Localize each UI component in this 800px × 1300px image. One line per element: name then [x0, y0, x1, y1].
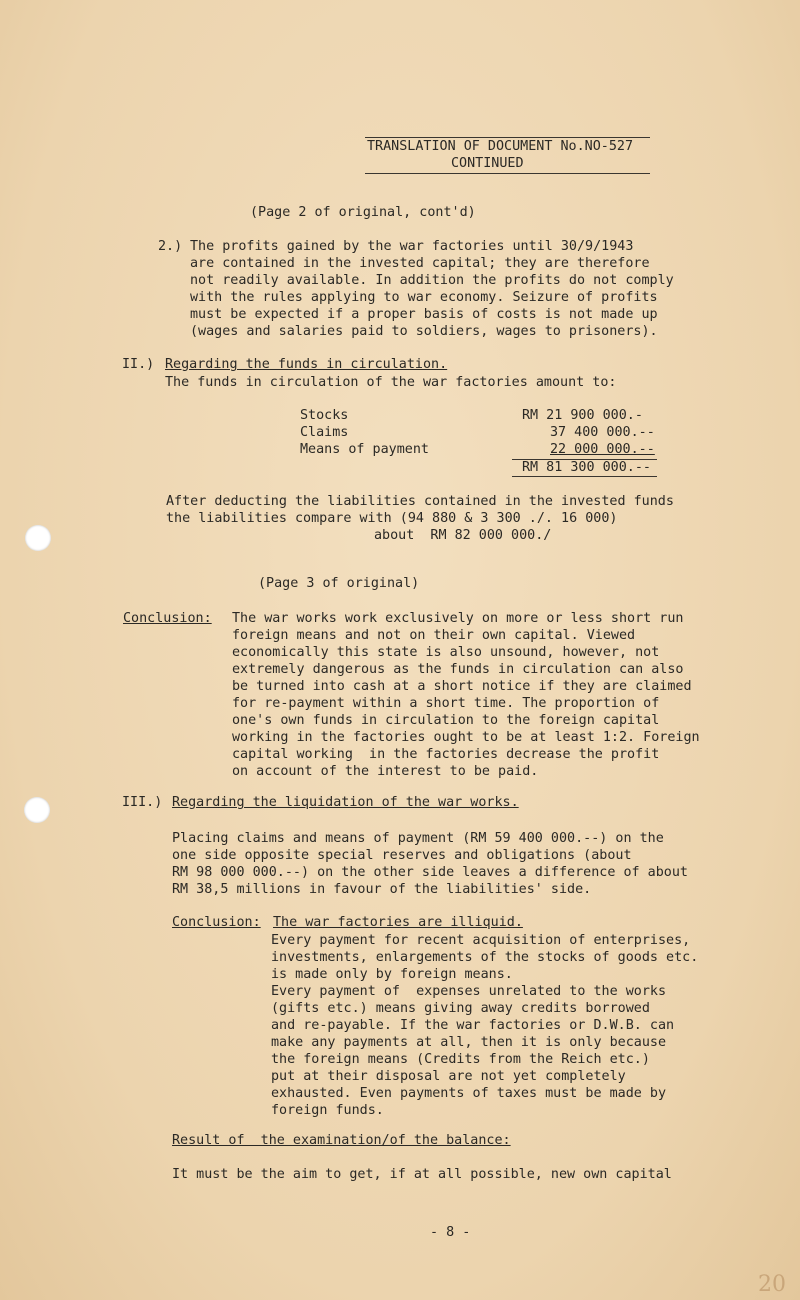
- header-rule-top: [365, 137, 650, 138]
- conclusion-2-line: make any payments at all, then it is only because: [271, 1035, 667, 1050]
- section-III-line: RM 38,5 millions in favour of the liabilities' side.: [172, 882, 592, 897]
- funds-value-claims: 37 400 000.--: [550, 425, 655, 440]
- conclusion-2-line: the foreign means (Credits from the Reich etc.): [271, 1052, 650, 1067]
- conclusion-1-line: foreign means and not on their own capital. Viewed: [232, 628, 636, 643]
- conclusion-1-line: one's own funds in circulation to the foreign capital: [232, 713, 660, 728]
- section-2-number: 2.): [158, 239, 183, 254]
- section-2-line: with the rules applying to war economy. Seizure of profits: [190, 290, 658, 305]
- header-rule-bottom: [365, 173, 650, 174]
- conclusion-1-line: extremely dangerous as the funds in circulation can also: [232, 662, 684, 677]
- conclusion-2-label: Conclusion:: [172, 915, 261, 930]
- conclusion-1-label: Conclusion:: [123, 611, 212, 626]
- page-number: - 8 -: [430, 1225, 471, 1240]
- liabilities-line: about RM 82 000 000./: [374, 528, 552, 543]
- section-II-intro: The funds in circulation of the war factories amount to:: [165, 375, 617, 390]
- funds-label-stocks: Stocks: [300, 408, 349, 423]
- section-III-number: III.): [122, 795, 163, 810]
- conclusion-1-line: working in the factories ought to be at least 1:2. Foreign: [232, 730, 700, 745]
- conclusion-2-line: (gifts etc.) means giving away credits borrowed: [271, 1001, 650, 1016]
- conclusion-2-first: The war factories are illiquid.: [273, 915, 523, 930]
- section-2-line: must be expected if a proper basis of costs is not made up: [190, 307, 658, 322]
- section-III-line: Placing claims and means of payment (RM 59 400 000.--) on the: [172, 831, 664, 846]
- result-line: It must be the aim to get, if at all possible, new own capital: [172, 1167, 672, 1182]
- document-subtitle: CONTINUED: [451, 156, 524, 171]
- punch-hole-top: [25, 525, 51, 551]
- conclusion-2-line: exhausted. Even payments of taxes must be made by: [271, 1086, 667, 1101]
- conclusion-1-line: be turned into cash at a short notice if they are claimed: [232, 679, 692, 694]
- conclusion-1-line: The war works work exclusively on more or less short run: [232, 611, 684, 626]
- section-2-line: not readily available. In addition the profits do not comply: [190, 273, 674, 288]
- conclusion-2-line: foreign funds.: [271, 1103, 384, 1118]
- document-title: TRANSLATION OF DOCUMENT No.NO-527: [367, 139, 634, 154]
- handwritten-page-number: 20: [758, 1272, 786, 1297]
- page-reference-2: (Page 3 of original): [258, 576, 420, 591]
- section-2-line: are contained in the invested capital; they are therefore: [190, 256, 650, 271]
- conclusion-1-line: for re-payment within a short time. The proportion of: [232, 696, 660, 711]
- page-reference-1: (Page 2 of original, cont'd): [250, 205, 476, 220]
- conclusion-2-line: and re-payable. If the war factories or D.W.B. can: [271, 1018, 675, 1033]
- conclusion-2-line: Every payment of expenses unrelated to the works: [271, 984, 667, 999]
- section-II-number: II.): [122, 357, 155, 372]
- section-III-heading: Regarding the liquidation of the war works.: [172, 795, 519, 810]
- funds-label-means: Means of payment: [300, 442, 429, 457]
- conclusion-2-line: Every payment for recent acquisition of enterprises,: [271, 933, 691, 948]
- funds-total-rule-bottom: [512, 476, 657, 477]
- funds-value-stocks: RM 21 900 000.-: [522, 408, 643, 423]
- punch-hole-bottom: [24, 797, 50, 823]
- conclusion-1-line: on account of the interest to be paid.: [232, 764, 539, 779]
- funds-value-means: 22 000 000.--: [550, 442, 655, 457]
- section-II-heading: Regarding the funds in circulation.: [165, 357, 448, 372]
- conclusion-2-line: investments, enlargements of the stocks of goods etc.: [271, 950, 699, 965]
- section-2-line: (wages and salaries paid to soldiers, wages to prisoners).: [190, 324, 658, 339]
- section-III-line: RM 98 000 000.--) on the other side leaves a difference of about: [172, 865, 688, 880]
- conclusion-2-line: is made only by foreign means.: [271, 967, 513, 982]
- result-heading: Result of the examination/of the balance:: [172, 1133, 511, 1148]
- conclusion-1-line: capital working in the factories decrease the profit: [232, 747, 660, 762]
- liabilities-line: the liabilities compare with (94 880 & 3 300 ./. 16 000): [166, 511, 618, 526]
- funds-total-value: RM 81 300 000.--: [522, 460, 651, 475]
- funds-label-claims: Claims: [300, 425, 349, 440]
- conclusion-2-line: put at their disposal are not yet completely: [271, 1069, 626, 1084]
- section-2-line: The profits gained by the war factories until 30/9/1943: [190, 239, 634, 254]
- liabilities-line: After deducting the liabilities contained in the invested funds: [166, 494, 674, 509]
- conclusion-1-line: economically this state is also unsound, however, not: [232, 645, 660, 660]
- section-III-line: one side opposite special reserves and obligations (about: [172, 848, 632, 863]
